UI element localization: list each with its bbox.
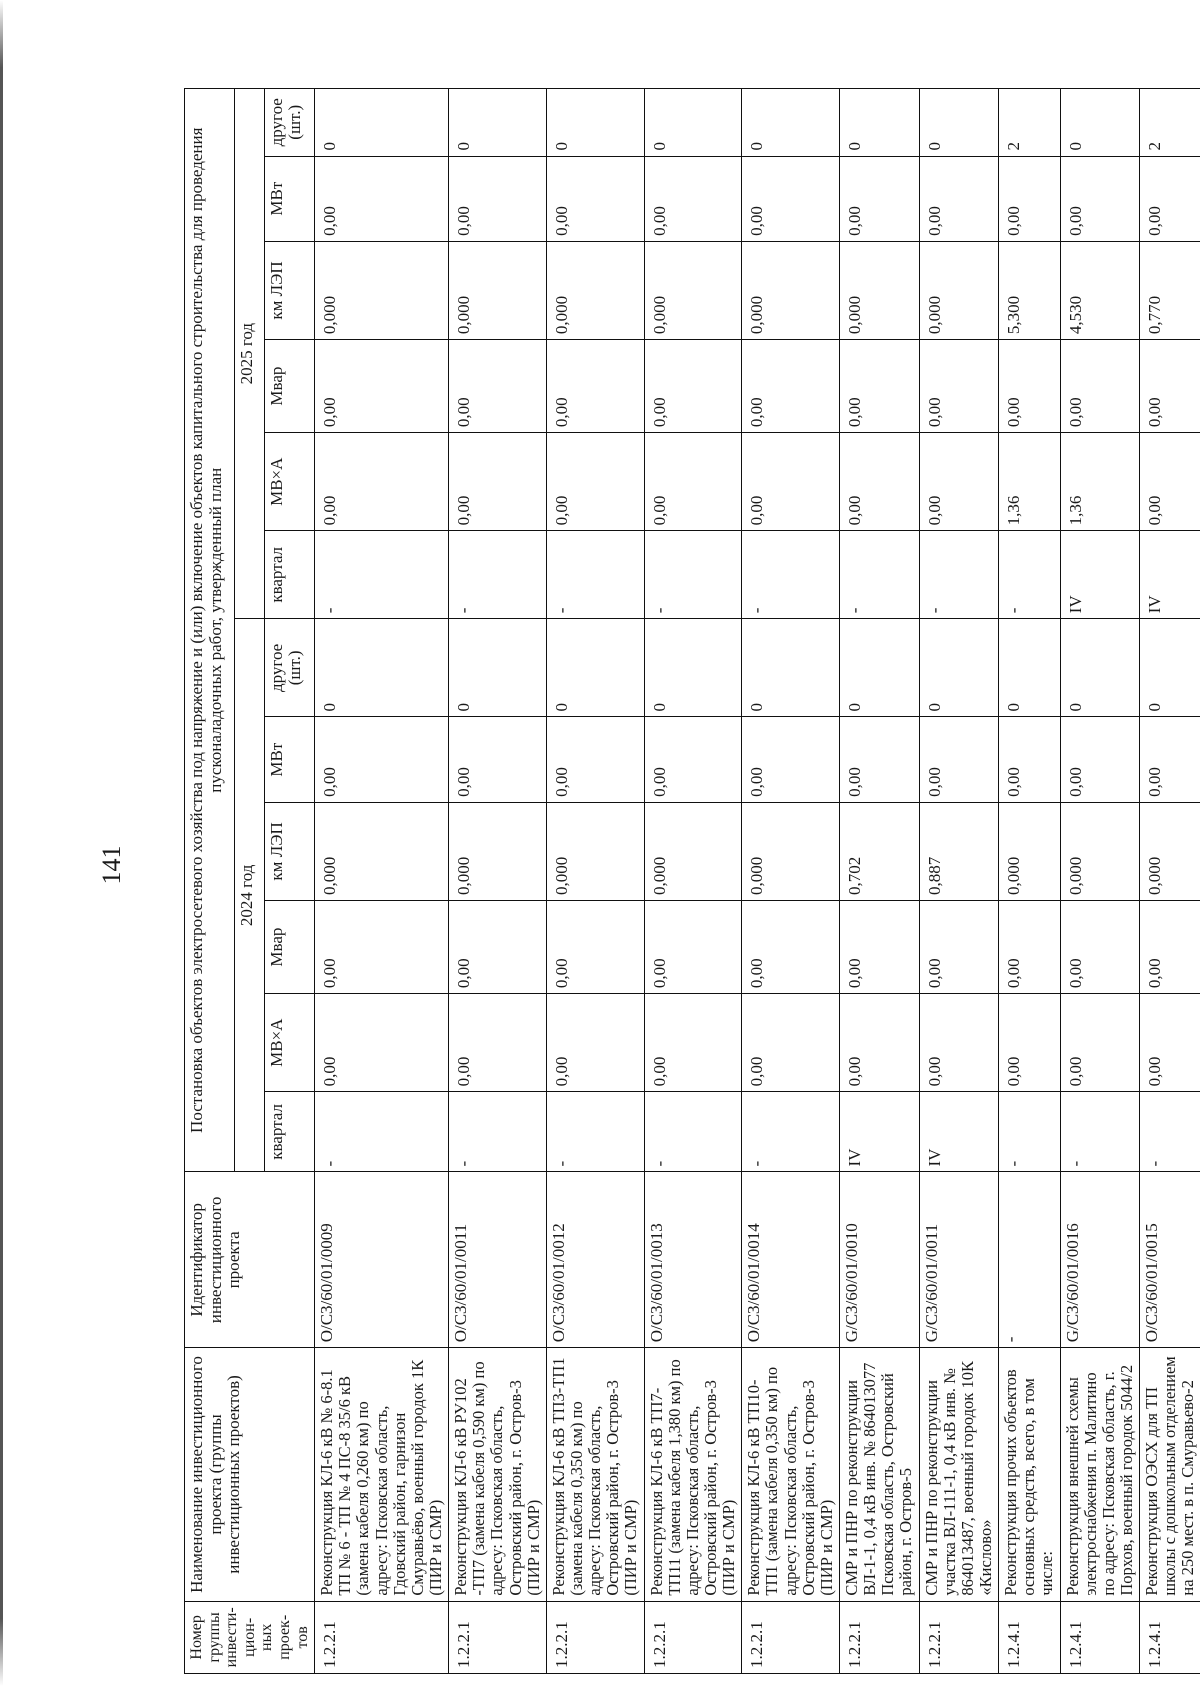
cell-2024-value: 0,000	[546, 802, 644, 900]
cell-2025-value: 0	[315, 89, 449, 157]
cell-2024-value: 0,00	[315, 717, 449, 802]
cell-2025-value: 2	[999, 89, 1060, 157]
cell-identifier: G/C3/60/01/0016	[1060, 1172, 1140, 1348]
page-number: 141	[97, 845, 126, 885]
cell-2024-value: 0,00	[644, 717, 742, 802]
cell-2025-value: 0,00	[449, 156, 547, 241]
table-row	[449, 89, 547, 1674]
cell-2025-value: 0,00	[644, 340, 742, 433]
cell-2024-value: -	[449, 1092, 547, 1172]
cell-2024-value: 0,00	[839, 994, 919, 1092]
table-row	[315, 89, 449, 1674]
header-col: км ЛЭП	[264, 802, 314, 900]
cell-2025-value: 0	[1060, 89, 1140, 157]
header-group-no: Номер группы инвести-цион-ных проек-тов	[185, 1601, 315, 1673]
cell-identifier: O/C3/60/01/0013	[644, 1172, 742, 1348]
table-row	[1140, 89, 1200, 1674]
cell-2025-value: 0,00	[999, 156, 1060, 241]
header-ident: Идентификатор инвестиционного проекта	[185, 1172, 315, 1348]
cell-project-name: Реконструкция КЛ-6 кВ ТП7-ТП11 (замена кабеля 1,380 км) по адресу: Псковская область, Островский район, г. Остров-3 (ПИР и СМР)	[644, 1348, 742, 1601]
cell-2025-value: 0,00	[315, 433, 449, 531]
cell-2025-value: 0,000	[919, 241, 999, 339]
cell-2024-value: 0,00	[742, 717, 840, 802]
table-row	[546, 89, 644, 1674]
cell-identifier: O/C3/60/01/0012	[546, 1172, 644, 1348]
cell-2024-value: 0,000	[644, 802, 742, 900]
cell-2025-value: 0,00	[839, 156, 919, 241]
cell-2024-value: 0,00	[1140, 901, 1200, 994]
cell-2025-value: 0,00	[546, 340, 644, 433]
cell-2025-value: 0,00	[644, 433, 742, 531]
cell-2025-value: 0,00	[999, 340, 1060, 433]
cell-2025-value: 0,00	[742, 340, 840, 433]
cell-2024-value: 0,00	[742, 901, 840, 994]
cell-2024-value: 0	[449, 619, 547, 717]
cell-2024-value: 0,00	[644, 994, 742, 1092]
header-col: квартал	[264, 531, 314, 619]
table-row	[1060, 89, 1140, 1674]
cell-2025-value: -	[742, 531, 840, 619]
cell-2024-value: 0,00	[1140, 994, 1200, 1092]
cell-identifier: -	[999, 1172, 1060, 1348]
rotated-table-container	[184, 88, 1198, 1674]
cell-2024-value: 0,00	[999, 901, 1060, 994]
cell-2024-value: 0,00	[449, 994, 547, 1092]
cell-2025-value: 0,00	[546, 433, 644, 531]
cell-group-no: 1.2.2.1	[449, 1601, 547, 1673]
cell-group-no: 1.2.4.1	[999, 1601, 1060, 1673]
cell-2025-value: 0	[449, 89, 547, 157]
cell-2025-value: 0,000	[449, 241, 547, 339]
cell-identifier: O/C3/60/01/0009	[315, 1172, 449, 1348]
cell-project-name: Реконструкция КЛ-6 кВ ТП10-ТП1 (замена кабеля 0,350 км) по адресу: Псковская область, Островский район, г. Остров-3 (ПИР и СМР)	[742, 1348, 840, 1601]
cell-identifier: O/C3/60/01/0014	[742, 1172, 840, 1348]
cell-2024-value: 0,00	[839, 717, 919, 802]
cell-group-no: 1.2.2.1	[644, 1601, 742, 1673]
cell-2024-value: 0	[839, 619, 919, 717]
cell-2024-value: 0	[742, 619, 840, 717]
cell-2024-value: -	[1060, 1092, 1140, 1172]
header-col: Мвар	[264, 340, 314, 433]
header-col: Мвар	[264, 901, 314, 994]
cell-2024-value: 0	[1140, 619, 1200, 717]
cell-2024-value: 0	[919, 619, 999, 717]
cell-identifier: O/C3/60/01/0011	[449, 1172, 547, 1348]
cell-2024-value: 0,00	[999, 717, 1060, 802]
table-body	[315, 89, 1200, 1674]
cell-2024-value: 0,00	[919, 994, 999, 1092]
cell-2025-value: 0,00	[315, 156, 449, 241]
cell-2025-value: -	[644, 531, 742, 619]
cell-identifier: G/C3/60/01/0010	[839, 1172, 919, 1348]
header-col: МВ×А	[264, 433, 314, 531]
header-year-2025: 2025 год	[235, 89, 264, 619]
cell-2025-value: 0,00	[315, 340, 449, 433]
header-year-2024: 2024 год	[235, 619, 264, 1172]
cell-2025-value: 0,770	[1140, 241, 1200, 339]
cell-2024-value: 0	[644, 619, 742, 717]
cell-2024-value: 0,00	[839, 901, 919, 994]
cell-project-name: СМР и ПНР по реконструкции ВЛ-1-1, 0,4 кВ инв. № 864013077 Псковская область, Островский район, г. Остров-5	[839, 1348, 919, 1601]
cell-2024-value: -	[644, 1092, 742, 1172]
cell-2025-value: 0	[839, 89, 919, 157]
investment-table	[184, 88, 1200, 1674]
cell-2025-value: 0,00	[919, 433, 999, 531]
cell-2024-value: 0	[999, 619, 1060, 717]
cell-2024-value: 0,000	[449, 802, 547, 900]
table-row	[839, 89, 919, 1674]
cell-2024-value: 0,00	[449, 717, 547, 802]
cell-2025-value: 0,00	[919, 340, 999, 433]
cell-group-no: 1.2.4.1	[1060, 1601, 1140, 1673]
cell-2025-value: 4,530	[1060, 241, 1140, 339]
cell-2024-value: -	[742, 1092, 840, 1172]
cell-project-name: Реконструкция прочих объектов основных средств, всего, в том числе:	[999, 1348, 1060, 1601]
cell-2025-value: 2	[1140, 89, 1200, 157]
header-supergroup: Постановка объектов электросетевого хозяйства под напряжение и (или) включение объектов капитального строительства для проведения пусконаладочных работ, утвержденный план	[185, 89, 235, 1172]
cell-group-no: 1.2.2.1	[919, 1601, 999, 1673]
cell-2025-value: 0	[644, 89, 742, 157]
cell-2025-value: 0,00	[839, 433, 919, 531]
cell-2025-value: -	[315, 531, 449, 619]
cell-2024-value: 0	[1060, 619, 1140, 717]
cell-2024-value: IV	[919, 1092, 999, 1172]
cell-2024-value: 0,00	[546, 717, 644, 802]
scan-edge	[0, 0, 3, 1686]
header-name: Наименование инвестиционного проекта (группы инвестиционных проектов)	[185, 1348, 315, 1601]
cell-2024-value: 0,000	[1140, 802, 1200, 900]
header-col: МВт	[264, 156, 314, 241]
cell-2025-value: -	[999, 531, 1060, 619]
cell-2025-value: 0,00	[1140, 433, 1200, 531]
cell-2025-value: 0,00	[1140, 340, 1200, 433]
header-col: квартал	[264, 1092, 314, 1172]
cell-2024-value: 0,00	[315, 994, 449, 1092]
cell-2025-value: 0,00	[1140, 156, 1200, 241]
cell-2024-value: 0,00	[1060, 994, 1140, 1092]
cell-2025-value: 0	[742, 89, 840, 157]
cell-2025-value: 0	[546, 89, 644, 157]
cell-2025-value: 0,00	[449, 433, 547, 531]
cell-2025-value: -	[919, 531, 999, 619]
cell-2024-value: 0	[315, 619, 449, 717]
cell-2025-value: 0,00	[546, 156, 644, 241]
cell-2024-value: -	[1140, 1092, 1200, 1172]
cell-2024-value: 0,00	[644, 901, 742, 994]
table-row	[742, 89, 840, 1674]
table-row	[644, 89, 742, 1674]
cell-2025-value: 0,00	[839, 340, 919, 433]
cell-2024-value: 0,00	[919, 717, 999, 802]
cell-2024-value: 0,00	[449, 901, 547, 994]
cell-2025-value: 1,36	[1060, 433, 1140, 531]
cell-2025-value: 0,00	[1060, 156, 1140, 241]
cell-2024-value: 0,000	[1060, 802, 1140, 900]
cell-group-no: 1.2.4.1	[1140, 1601, 1200, 1673]
cell-2025-value: 0	[919, 89, 999, 157]
cell-2024-value: 0,887	[919, 802, 999, 900]
cell-2024-value: 0,00	[742, 994, 840, 1092]
cell-project-name: Реконструкция КЛ-6 кВ ТП3-ТП1 (замена кабеля 0,350 км) по адресу: Псковская область, Островский район, г. Остров-3 (ПИР и СМР)	[546, 1348, 644, 1601]
header-col: МВт	[264, 717, 314, 802]
cell-2024-value: 0,00	[919, 901, 999, 994]
cell-identifier: G/C3/60/01/0011	[919, 1172, 999, 1348]
cell-2025-value: 0,00	[1060, 340, 1140, 433]
cell-2024-value: 0	[546, 619, 644, 717]
cell-2024-value: 0,00	[999, 994, 1060, 1092]
cell-project-name: Реконструкция КЛ-6 кВ № 6-8.1 ТП № 6 - ТП № 4 ПС-8 35/6 кВ (замена кабеля 0,260 км) по адресу: Псковская область, Гдовский район, гарнизон Смуравьёво, военный городок 1К (ПИР и СМР)	[315, 1348, 449, 1601]
cell-project-name: Реконструкция ОЭСХ для ТП школы с дошкольным отделением на 250 мест. в п. Смуравьево-2	[1140, 1348, 1200, 1601]
cell-2024-value: -	[315, 1092, 449, 1172]
cell-2024-value: 0,000	[742, 802, 840, 900]
cell-2024-value: 0,00	[1140, 717, 1200, 802]
cell-2025-value: 0,00	[449, 340, 547, 433]
cell-group-no: 1.2.2.1	[315, 1601, 449, 1673]
cell-2025-value: 0,000	[742, 241, 840, 339]
cell-2025-value: 0,00	[742, 433, 840, 531]
cell-2025-value: 0,00	[919, 156, 999, 241]
header-col: другое (шт.)	[264, 619, 314, 717]
cell-2024-value: 0,702	[839, 802, 919, 900]
cell-2025-value: IV	[1060, 531, 1140, 619]
cell-project-name: СМР и ПНР по реконструкции участка ВЛ-111-1, 0,4 кВ инв. № 864013487, военный городок 10К «Кислово»	[919, 1348, 999, 1601]
cell-2024-value: 0,00	[1060, 717, 1140, 802]
cell-2025-value: 0,000	[546, 241, 644, 339]
cell-project-name: Реконструкция КЛ-6 кВ РУ102 -ТП7 (замена кабеля 0,590 км) по адресу: Псковская область, Островский район, г. Остров-3 (ПИР и СМР)	[449, 1348, 547, 1601]
cell-2025-value: 0,000	[839, 241, 919, 339]
cell-project-name: Реконструкция внешней схемы электроснабжения п. Малитино по адресу: Псковская область, г. Порхов, военный городок 5044/2	[1060, 1348, 1140, 1601]
cell-2024-value: 0,00	[546, 994, 644, 1092]
cell-2024-value: -	[999, 1092, 1060, 1172]
cell-2025-value: 0,00	[742, 156, 840, 241]
cell-group-no: 1.2.2.1	[546, 1601, 644, 1673]
cell-2024-value: 0,00	[546, 901, 644, 994]
cell-2025-value: 5,300	[999, 241, 1060, 339]
table-row	[919, 89, 999, 1674]
cell-2025-value: -	[449, 531, 547, 619]
cell-2024-value: IV	[839, 1092, 919, 1172]
cell-group-no: 1.2.2.1	[742, 1601, 840, 1673]
header-col: км ЛЭП	[264, 241, 314, 339]
header-col: другое (шт.)	[264, 89, 314, 157]
cell-2025-value: IV	[1140, 531, 1200, 619]
cell-2024-value: 0,000	[315, 802, 449, 900]
cell-2024-value: -	[546, 1092, 644, 1172]
cell-2024-value: 0,00	[315, 901, 449, 994]
cell-2025-value: 0,000	[315, 241, 449, 339]
header-col: МВ×А	[264, 994, 314, 1092]
table-row	[999, 89, 1060, 1674]
cell-identifier: O/C3/60/01/0015	[1140, 1172, 1200, 1348]
cell-2025-value: -	[546, 531, 644, 619]
cell-2024-value: 0,000	[999, 802, 1060, 900]
cell-2025-value: -	[839, 531, 919, 619]
cell-2025-value: 1,36	[999, 433, 1060, 531]
cell-2025-value: 0,000	[644, 241, 742, 339]
cell-2024-value: 0,00	[1060, 901, 1140, 994]
cell-2025-value: 0,00	[644, 156, 742, 241]
cell-group-no: 1.2.2.1	[839, 1601, 919, 1673]
